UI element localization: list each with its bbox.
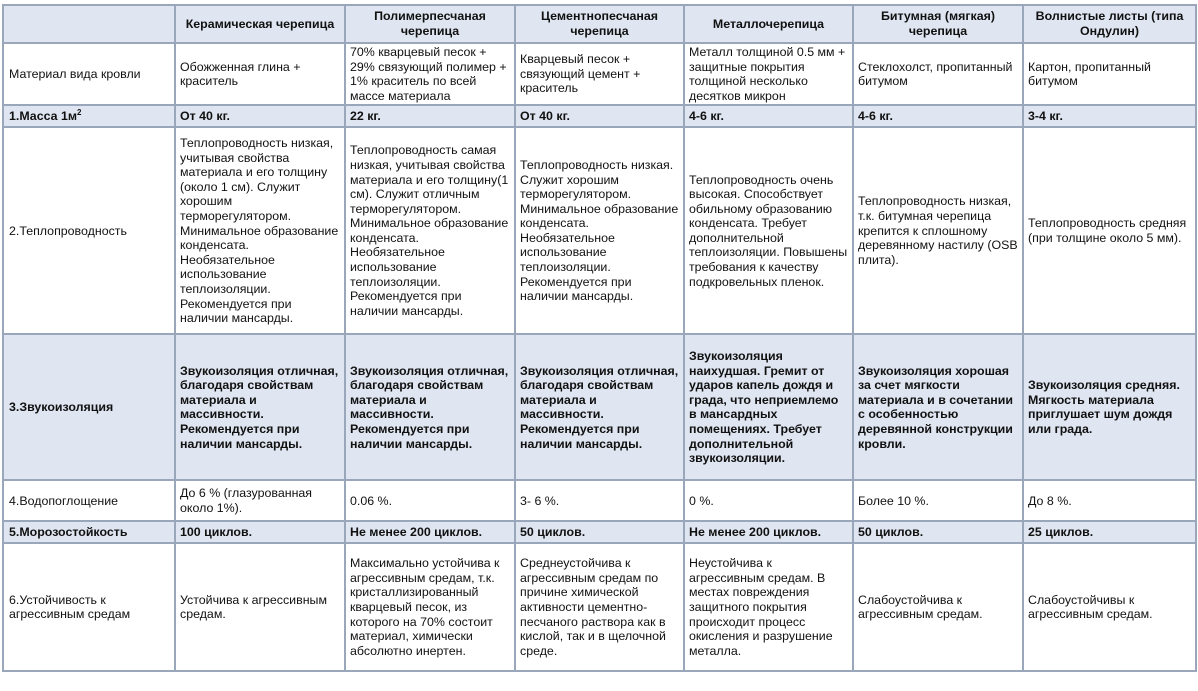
table-row-water-absorption bbox=[3, 480, 1196, 521]
row-label: 5.Морозостойкость bbox=[3, 521, 175, 543]
table-row-material bbox=[3, 43, 1196, 105]
table-cell: Более 10 %. bbox=[853, 480, 1023, 521]
table-cell: До 6 % (глазурованная около 1%). bbox=[175, 480, 345, 521]
table-row-frost-resistance bbox=[3, 521, 1196, 543]
table-cell: Картон, пропитанный битумом bbox=[1023, 43, 1196, 105]
table-cell: Не менее 200 циклов. bbox=[684, 521, 853, 543]
column-header-ondulin: Волнистые листы (типа Ондулин) bbox=[1023, 5, 1196, 43]
table-cell: Кварцевый песок + связующий цемент + краситель bbox=[515, 43, 684, 105]
table-cell: 0.06 %. bbox=[345, 480, 515, 521]
table-cell: 3- 6 %. bbox=[515, 480, 684, 521]
row-label-text: 1.Масса 1м bbox=[9, 109, 78, 124]
table-row-thermal-conductivity bbox=[3, 127, 1196, 334]
column-header-cement-sand: Цементнопесчаная черепица bbox=[515, 5, 684, 43]
table-cell: Теплопроводность очень высокая. Способствует обильному образованию конденсата. Требует дополнительной теплоизоляции. Повышены требования к качеству подкровельных пленок. bbox=[684, 127, 853, 334]
header-corner-cell bbox=[3, 5, 175, 43]
table-cell: До 8 %. bbox=[1023, 480, 1196, 521]
table-cell: Звукоизоляция отличная, благодаря свойствам материала и массивности. Рекомендуется при наличии мансарды. bbox=[515, 334, 684, 480]
table-cell: 22 кг. bbox=[345, 105, 515, 127]
row-label: 3.Звукоизоляция bbox=[3, 334, 175, 480]
row-label: 4.Водопоглощение bbox=[3, 480, 175, 521]
table-cell: Звукоизоляция средняя. Мягкость материала приглушает шум дождя или града. bbox=[1023, 334, 1196, 480]
table-cell: 3-4 кг. bbox=[1023, 105, 1196, 127]
table-cell: Неустойчива к агрессивным средам. В местах повреждения защитного покрытия происходит процесс окисления и разрушение металла. bbox=[684, 543, 853, 671]
table-cell: Звукоизоляция хорошая за счет мягкости материала и в сочетании с особенностью деревянной конструкции кровли. bbox=[853, 334, 1023, 480]
table-cell: 100 циклов. bbox=[175, 521, 345, 543]
table-cell: Металл толщиной 0.5 мм + защитные покрытия толщиной несколько десятков микрон bbox=[684, 43, 853, 105]
table-cell: 4-6 кг. bbox=[684, 105, 853, 127]
table-cell: 50 циклов. bbox=[515, 521, 684, 543]
column-header-ceramic: Керамическая черепица bbox=[175, 5, 345, 43]
table-cell: 70% кварцевый песок + 29% связующий полимер + 1% краситель по всей массе материала bbox=[345, 43, 515, 105]
table-cell: Теплопроводность низкая, т.к. битумная черепица крепится к сплошному деревянному настилу (OSB плита). bbox=[853, 127, 1023, 334]
table-cell: 50 циклов. bbox=[853, 521, 1023, 543]
table-cell: Звукоизоляция отличная, благодаря свойствам материала и массивности. Рекомендуется при наличии мансарды. bbox=[175, 334, 345, 480]
table-cell: Устойчива к агрессивным средам. bbox=[175, 543, 345, 671]
table-cell: 0 %. bbox=[684, 480, 853, 521]
table-cell: Теплопроводность средняя (при толщине около 5 мм). bbox=[1023, 127, 1196, 334]
table-cell: Теплопроводность низкая, учитывая свойства материала и его толщину (около 1 см). Служит хорошим терморегулятором. Минимальное образование конденсата. Необязательное использование теплоизоляции. Рекомендуется при наличии мансарды. bbox=[175, 127, 345, 334]
table-cell: Не менее 200 циклов. bbox=[345, 521, 515, 543]
column-header-polymer-sand: Полимерпесчаная черепица bbox=[345, 5, 515, 43]
row-label: Материал вида кровли bbox=[3, 43, 175, 105]
row-label bbox=[3, 105, 175, 127]
table-cell: 25 циклов. bbox=[1023, 521, 1196, 543]
table-cell: Стеклохолст, пропитанный битумом bbox=[853, 43, 1023, 105]
table-cell: Теплопроводность низкая. Служит хорошим терморегулятором. Минимальное образование конденсата. Необязательное использование теплоизоляции. Рекомендуется при наличии мансарды. bbox=[515, 127, 684, 334]
row-label: 6.Устойчивость к агрессивным средам bbox=[3, 543, 175, 671]
table-cell: Звукоизоляция наихудшая. Гремит от ударов капель дождя и града, что неприемлемо в мансардных помещениях. Требует дополнительной звукоизоляции. bbox=[684, 334, 853, 480]
table-cell: Среднеустойчива к агрессивным средам по причине химической активности цементно-песчаного раствора как в кислой, так и в щелочной среде. bbox=[515, 543, 684, 671]
table-cell: Теплопроводность самая низкая, учитывая свойства материала и его толщину(1 см). Служит отличным терморегулятором. Минимальное образование конденсата. Необязательное использование теплоизоляции. Рекомендуется при наличии мансарды. bbox=[345, 127, 515, 334]
column-header-bitumen: Битумная (мягкая) черепица bbox=[853, 5, 1023, 43]
table-row-sound-insulation bbox=[3, 334, 1196, 480]
table-cell: 4-6 кг. bbox=[853, 105, 1023, 127]
table-cell: От 40 кг. bbox=[515, 105, 684, 127]
header-row bbox=[3, 5, 1196, 43]
table-row-mass bbox=[3, 105, 1196, 127]
table-cell: Обожженная глина + краситель bbox=[175, 43, 345, 105]
column-header-metal: Металлочерепица bbox=[684, 5, 853, 43]
table-cell: От 40 кг. bbox=[175, 105, 345, 127]
roofing-comparison-table bbox=[2, 4, 1197, 672]
table-cell: Слабоустойчива к агрессивным средам. bbox=[853, 543, 1023, 671]
table-row-chemical-resistance bbox=[3, 543, 1196, 671]
row-label-superscript: 2 bbox=[77, 108, 82, 118]
table-cell: Максимально устойчива к агрессивным средам, т.к. кристаллизированный кварцевый песок, из которого на 70% состоит материал, химически абсолютно инертен. bbox=[345, 543, 515, 671]
row-label: 2.Теплопроводность bbox=[3, 127, 175, 334]
table-cell: Слабоустойчивы к агрессивным средам. bbox=[1023, 543, 1196, 671]
table-cell: Звукоизоляция отличная, благодаря свойствам материала и массивности. Рекомендуется при наличии мансарды. bbox=[345, 334, 515, 480]
